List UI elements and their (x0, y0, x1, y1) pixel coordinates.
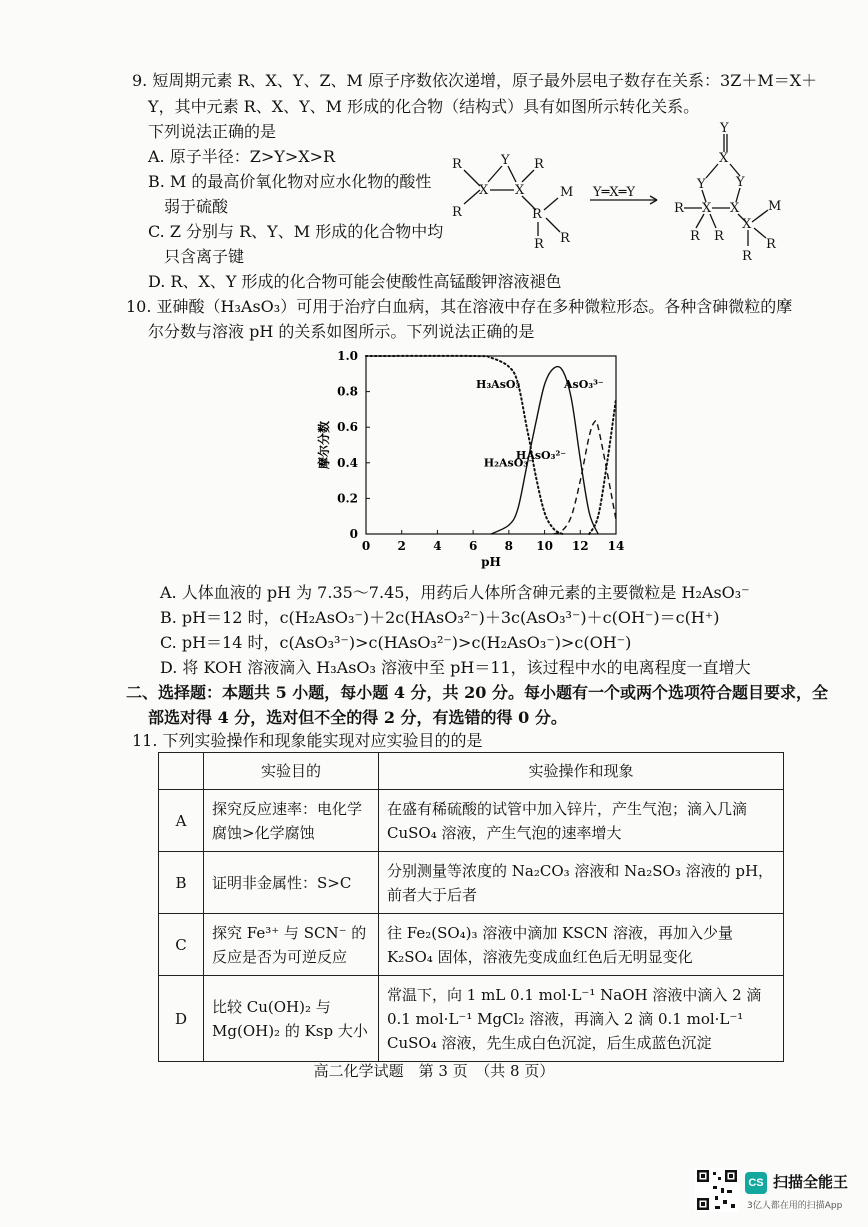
svg-text:Y: Y (720, 121, 729, 136)
svg-text:X: X (702, 201, 712, 216)
table-row (159, 790, 784, 852)
svg-text:R: R (534, 237, 544, 252)
svg-text:R: R (714, 229, 724, 244)
svg-text:X: X (730, 201, 740, 216)
row-key: D (159, 976, 204, 1062)
qr-code-icon (695, 1168, 739, 1212)
row-operation: 分别测量等浓度的 Na₂CO₃ 溶液和 Na₂SO₃ 溶液的 pH，前者大于后者 (379, 852, 784, 914)
svg-text:R: R (766, 237, 776, 252)
q11-stem: 11. 下列实验操作和现象能实现对应实验目的的是 (132, 731, 483, 750)
svg-text:X: X (719, 151, 729, 166)
svg-text:R: R (532, 207, 542, 222)
species-distribution-chart (310, 344, 640, 574)
x-tick-label: 6 (468, 539, 478, 553)
q9-line-3: 下列说法正确的是 (148, 122, 277, 141)
series-label: HAsO₃²⁻ (515, 449, 567, 463)
table-header-row (159, 753, 784, 790)
y-tick-label: 0.6 (337, 420, 358, 435)
q10-option-a: A. 人体血液的 pH 为 7.35～7.45，用药后人体所含砷元素的主要微粒是 H₂AsO₃⁻ (160, 583, 750, 602)
q10-line-2: 尔分数与溶液 pH 的关系如图所示。下列说法正确的是 (148, 322, 535, 341)
series-line (366, 356, 562, 534)
series-line (589, 399, 616, 534)
row-aim: 比较 Cu(OH)₂ 与 Mg(OH)₂ 的 Ksp 大小 (204, 976, 379, 1062)
svg-text:R: R (452, 205, 462, 220)
row-key: B (159, 852, 204, 914)
q9-option-d: D. R、X、Y 形成的化合物可能会使酸性高锰酸钾溶液褪色 (148, 272, 562, 291)
reagent-label: Y═X═Y (593, 185, 636, 200)
y-tick-label: 0 (349, 527, 358, 541)
x-tick-label: 10 (536, 539, 553, 553)
svg-text:X: X (479, 183, 489, 198)
q9-option-a: A. 原子半径：Z>Y>X>R (148, 147, 336, 166)
svg-text:M: M (560, 185, 574, 200)
table-header-cell (159, 753, 204, 790)
table-row (159, 976, 784, 1062)
svg-text:M: M (768, 199, 782, 214)
experiment-table (158, 752, 784, 1062)
q9-option-c: C. Z 分别与 R、Y、M 形成的化合物中均 (148, 222, 444, 241)
y-tick-label: 0.8 (337, 384, 358, 399)
row-aim: 探究反应速率：电化学腐蚀>化学腐蚀 (204, 790, 379, 852)
app-logo-icon: CS (745, 1172, 767, 1194)
q10-option-b: B. pH＝12 时，c(H₂AsO₃⁻)＋2c(HAsO₃²⁻)＋3c(AsO₃³⁻)＋c(OH⁻)＝c(H⁺) (160, 608, 720, 627)
row-operation: 在盛有稀硫酸的试管中加入锌片，产生气泡；滴入几滴 CuSO₄ 溶液，产生气泡的速率增大 (379, 790, 784, 852)
y-tick-label: 0.2 (337, 491, 358, 506)
svg-text:Y: Y (697, 177, 706, 192)
y-tick-label: 0.4 (337, 455, 358, 470)
row-aim: 探究 Fe³⁺ 与 SCN⁻ 的反应是否为可逆反应 (204, 914, 379, 976)
app-name: 扫描全能王 (773, 1173, 849, 1191)
q9-option-b-cont: 弱于硫酸 (164, 197, 229, 216)
svg-text:R: R (690, 229, 700, 244)
row-operation: 常温下，向 1 mL 0.1 mol·L⁻¹ NaOH 溶液中滴入 2 滴 0.1 mol·L⁻¹ MgCl₂ 溶液，再滴入 2 滴 0.1 mol·L⁻¹ CuSO₄ 溶液，先生成白色沉淀，后生成蓝色沉淀 (379, 976, 784, 1062)
row-aim: 证明非金属性：S>C (204, 852, 379, 914)
q9-line-1: 9. 短周期元素 R、X、Y、Z、M 原子序数依次递增，原子最外层电子数存在关系：3Z＋M＝X＋ (132, 71, 818, 90)
svg-text:R: R (674, 201, 684, 216)
svg-text:Y: Y (501, 153, 510, 168)
svg-text:R: R (560, 231, 570, 246)
series-label: AsO₃³⁻ (563, 378, 604, 392)
section2-heading-line-1: 二、选择题：本题共 5 小题，每小题 4 分，共 20 分。每小题有一个或两个选项符合题目要求，全 (126, 683, 828, 702)
table-header-cell: 实验操作和现象 (379, 753, 784, 790)
x-tick-label: 14 (607, 539, 625, 553)
q10-line-1: 10. 亚砷酸（H₃AsO₃）可用于治疗白血病，其在溶液中存在多种微粒形态。各种含砷微粒的摩 (126, 297, 793, 316)
table-row (159, 852, 784, 914)
x-axis-label: pH (481, 555, 501, 569)
row-operation: 往 Fe₂(SO₄)₃ 溶液中滴加 KSCN 溶液，再加入少量 K₂SO₄ 固体，溶液先变成血红色后无明显变化 (379, 914, 784, 976)
page-footer: 高二化学试题 第 3 页 （共 8 页） (313, 1062, 555, 1080)
q10-option-c: C. pH＝14 时，c(AsO₃³⁻)>c(HAsO₃²⁻)>c(H₂AsO₃⁻)>c(OH⁻) (160, 633, 632, 652)
series-label: H₃AsO₃ (475, 378, 521, 392)
svg-text:X: X (742, 217, 752, 232)
q9-option-b: B. M 的最高价氧化物对应水化物的酸性 (148, 172, 432, 191)
svg-text:X: X (515, 183, 525, 198)
q9-option-c-cont: 只含离子键 (164, 247, 245, 266)
table-header-cell: 实验目的 (204, 753, 379, 790)
q10-option-d: D. 将 KOH 溶液滴入 H₃AsO₃ 溶液中至 pH＝11，该过程中水的电离程度一直增大 (160, 658, 751, 677)
table-row (159, 914, 784, 976)
svg-text:R: R (534, 157, 544, 172)
series-label: H₂AsO₃⁻ (483, 456, 534, 470)
app-tagline: 3亿人都在用的扫描App (747, 1201, 843, 1211)
x-tick-label: 0 (361, 539, 371, 553)
section2-heading-line-2: 部选对得 4 分，选对但不全的得 2 分，有选错的得 0 分。 (148, 708, 567, 727)
series-line (554, 421, 617, 534)
x-tick-label: 2 (397, 539, 406, 553)
svg-text:R: R (742, 249, 752, 264)
svg-text:Y: Y (736, 175, 745, 190)
q9-line-2: Y，其中元素 R、X、Y、M 形成的化合物（结构式）具有如图所示转化关系。 (148, 97, 700, 116)
x-tick-label: 4 (433, 539, 442, 553)
x-tick-label: 12 (571, 539, 589, 553)
structure-diagram (450, 118, 790, 270)
x-tick-label: 8 (504, 539, 514, 553)
row-key: C (159, 914, 204, 976)
y-tick-label: 1.0 (337, 349, 358, 363)
svg-text:R: R (452, 157, 462, 172)
row-key: A (159, 790, 204, 852)
y-axis-label: 摩尔分数 (317, 420, 331, 470)
